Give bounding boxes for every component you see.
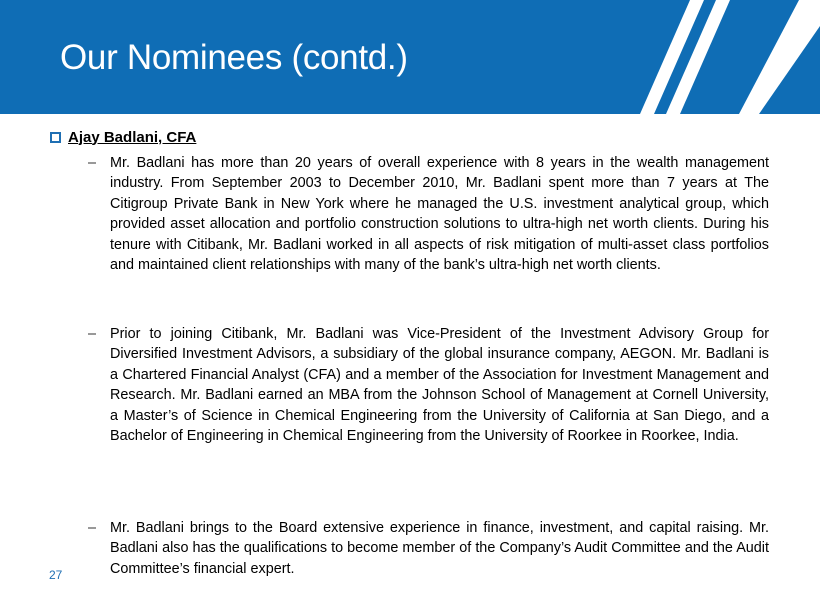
dash-marker: – [88,155,97,171]
nominee-name: Ajay Badlani, CFA [68,128,197,146]
dash-marker: – [88,326,97,342]
slide-title: Our Nominees (contd.) [60,38,408,77]
hollow-square-icon [50,132,61,143]
page-number: 27 [49,568,63,582]
bio-paragraph-2: Prior to joining Citibank, Mr. Badlani was Vice-President of the Investment Advisory Group for Diversified Investment Advisors, a subsidiary of the global insurance company, AEGON. Mr. Badlani is a Chartered Financial Analyst (CFA) and a member of the Association for Investment Management and Research. Mr. Badlani earned an MBA from the Johnson School of Management at Cornell University, a Master’s of Science in Chemical Engineering from the University of California at San Diego, and a Bachelor of Engineering in Chemical Engineering from the University of Roorkee in Roorkee, India. [110,326,769,445]
nominee-heading [50,127,196,147]
dash-marker: – [88,520,97,536]
bio-paragraph-3: Mr. Badlani brings to the Board extensive experience in finance, investment, and capital raising. Mr. Badlani also has the qualifications to become member of the Company’s Audit Committee and the Audit Committee’s financial expert. [110,520,769,577]
bio-paragraph-1: Mr. Badlani has more than 20 years of overall experience with 8 years in the wealth management industry. From September 2003 to December 2010, Mr. Badlani spent more than 7 years at The Citigroup Private Bank in New York where he managed the U.S. investment analytical group, which provided asset allocation and portfolio construction solutions to ultra-high net worth clients. During his tenure with Citibank, Mr. Badlani worked in all aspects of risk mitigation of multi-asset class portfolios and maintained client relationships with many of the bank’s ultra-high net worth clients. [110,155,769,274]
slide-header [0,0,820,114]
header-stripe-3 [739,0,820,114]
